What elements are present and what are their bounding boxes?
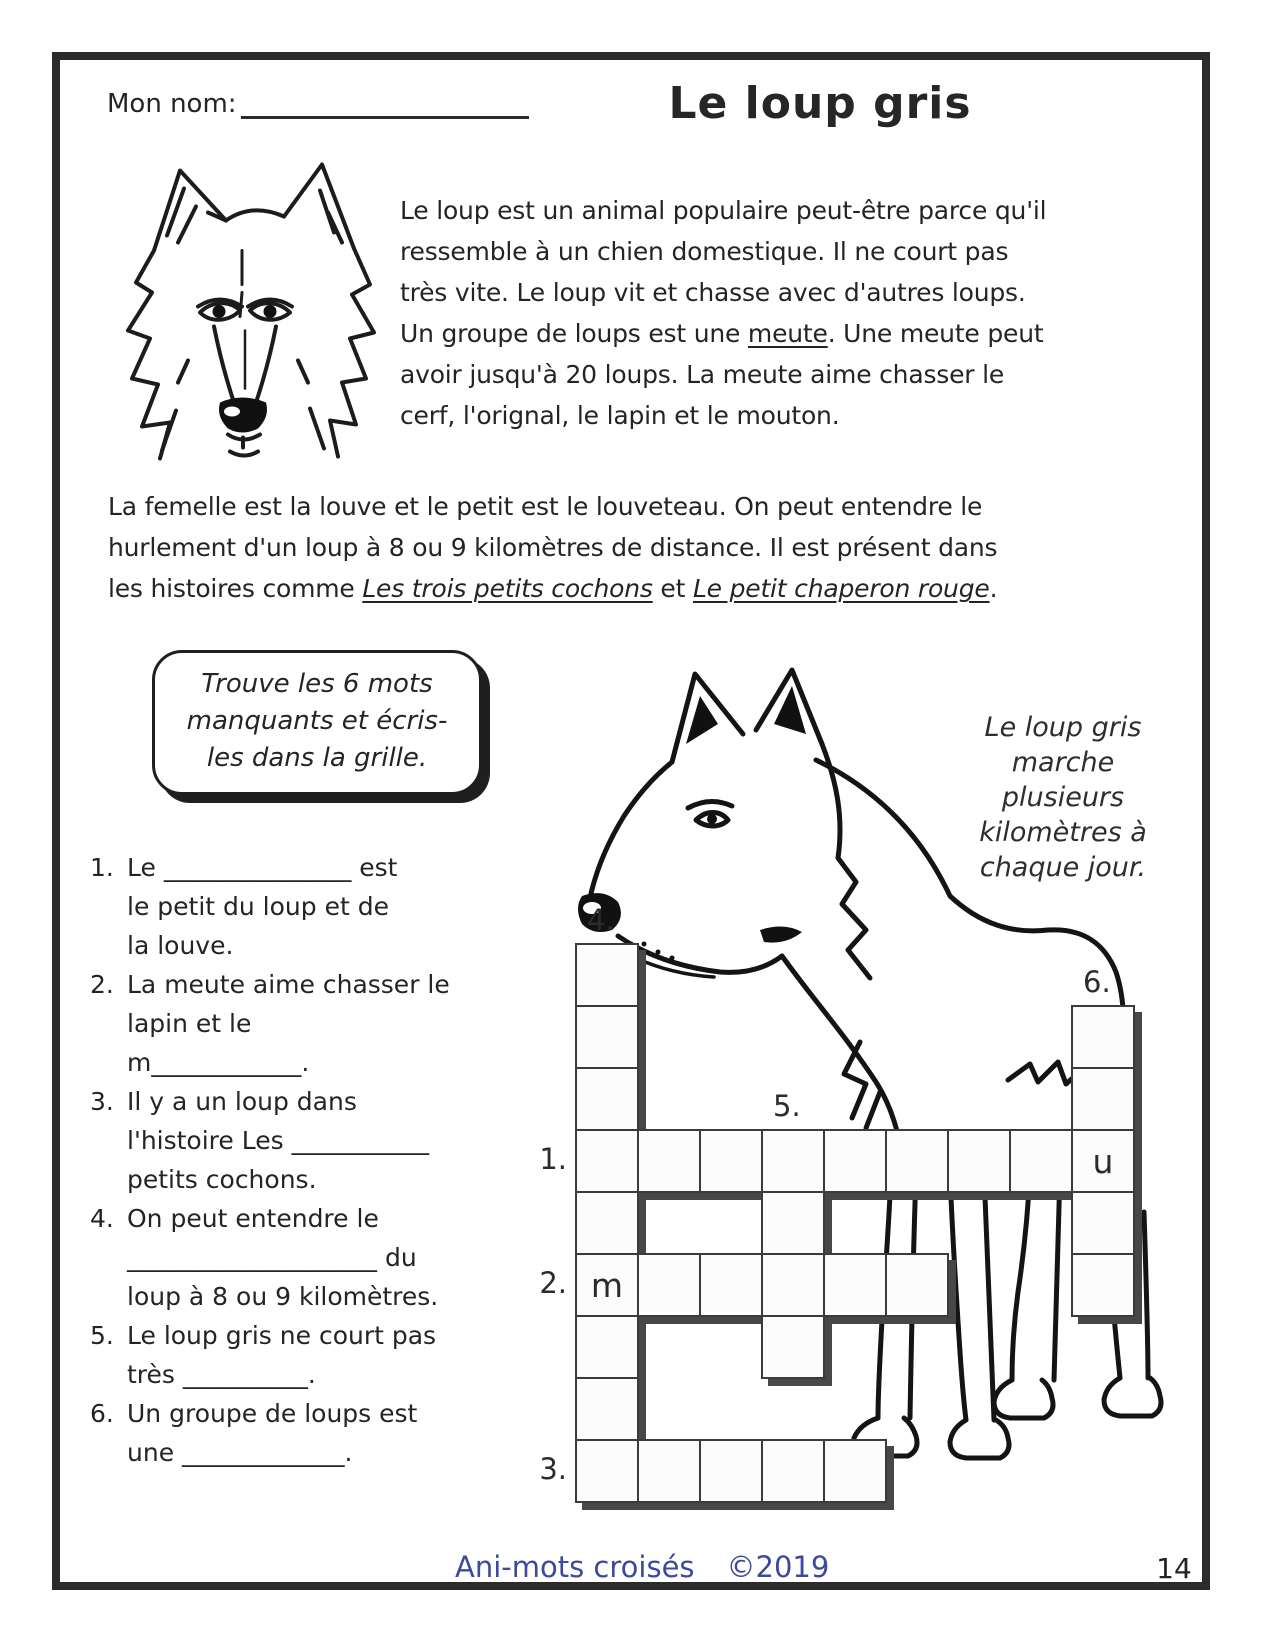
- paragraph-line: ressemble à un chien domestique. Il ne court pas: [400, 237, 1009, 266]
- paragraph-line: très vite. Le loup vit et chasse avec d'autres loups.: [400, 278, 1026, 307]
- clue-line: loup à 8 ou 9 kilomètres.: [127, 1282, 439, 1311]
- prefilled-letter-u[interactable]: u: [1071, 1129, 1135, 1193]
- clue-number: 4.: [90, 1204, 114, 1233]
- paragraph-line: hurlement d'un loup à 8 ou 9 kilomètres de distance. Il est présent dans: [108, 533, 998, 562]
- intro-paragraph: [400, 190, 1140, 436]
- clue-text: [127, 848, 490, 965]
- underlined-word-meute: meute: [747, 319, 828, 348]
- paragraph-line: cerf, l'orignal, le lapin et le mouton.: [400, 401, 840, 430]
- clue-line: Il y a un loup dans: [127, 1087, 357, 1116]
- crossword-cell-c8r4[interactable]: [1009, 1129, 1073, 1193]
- clue-text: [127, 1199, 490, 1316]
- clue-line: le petit du loup et de: [127, 892, 389, 921]
- crossword-cell-c7r4[interactable]: [947, 1129, 1011, 1193]
- crossword-cell-c4r6[interactable]: [761, 1253, 825, 1317]
- crossword-number-3: 3.: [539, 1452, 567, 1486]
- page-title: Le loup gris: [668, 78, 972, 129]
- crossword-cell-c3r6[interactable]: [699, 1253, 763, 1317]
- crossword-number-2: 2.: [539, 1266, 567, 1300]
- crossword-cell-c9r5[interactable]: [1071, 1191, 1135, 1255]
- side-note-line: kilomètres à: [979, 817, 1147, 848]
- crossword-cell-c6r4[interactable]: [885, 1129, 949, 1193]
- wolf-head-illustration: [92, 148, 392, 463]
- clue-text: [127, 1082, 490, 1199]
- clue-text: [127, 1316, 490, 1394]
- crossword-cell-c9r2[interactable]: [1071, 1005, 1135, 1069]
- clues-list: [90, 848, 490, 1472]
- side-note-line: plusieurs: [1001, 782, 1125, 813]
- name-blank-line[interactable]: [241, 86, 529, 119]
- crossword-cell-c9r3[interactable]: [1071, 1067, 1135, 1131]
- crossword-cell-c4r7[interactable]: [761, 1315, 825, 1379]
- paragraph-line: Le loup est un animal populaire peut-être parce qu'il: [400, 196, 1047, 225]
- crossword-cell-c5r6[interactable]: [823, 1253, 887, 1317]
- clue-number: 1.: [90, 853, 114, 882]
- clue-line: La meute aime chasser le: [127, 970, 450, 999]
- clue-line: m____________.: [127, 1048, 310, 1077]
- story-title-chaperon-rouge: Le petit chaperon rouge: [692, 574, 990, 603]
- clue-line: lapin et le: [127, 1009, 252, 1038]
- clue-item-6: [90, 1394, 490, 1472]
- crossword-cell-c4r4[interactable]: [761, 1129, 825, 1193]
- crossword-cell-c2r6[interactable]: [637, 1253, 701, 1317]
- clue-item-5: [90, 1316, 490, 1394]
- side-note-line: chaque jour.: [979, 852, 1147, 883]
- crossword-cell-c5r4[interactable]: [823, 1129, 887, 1193]
- clue-line: ____________________ du: [127, 1243, 417, 1272]
- clue-text: [127, 1394, 490, 1472]
- clue-item-3: [90, 1082, 490, 1199]
- paragraph-line: Un groupe de loups est une meute. Une meute peut: [400, 319, 1044, 348]
- crossword-cell-c9r6[interactable]: [1071, 1253, 1135, 1317]
- crossword-cell-c1r9[interactable]: [575, 1439, 639, 1503]
- crossword-cell-c4r5[interactable]: [761, 1191, 825, 1255]
- paragraph-line: les histoires comme Les trois petits cochons et Le petit chaperon rouge.: [108, 574, 998, 603]
- clue-item-2: [90, 965, 490, 1082]
- name-label: Mon nom:: [107, 89, 237, 119]
- clue-item-1: [90, 848, 490, 965]
- clue-line: une _____________.: [127, 1438, 353, 1467]
- clue-line: très __________.: [127, 1360, 316, 1389]
- instruction-line: Trouve les 6 mots: [201, 669, 433, 699]
- name-row: [107, 86, 529, 119]
- instruction-line: manquants et écris-: [186, 706, 448, 736]
- clue-number: 6.: [90, 1399, 114, 1428]
- crossword-number-5: 5.: [773, 1089, 801, 1123]
- instruction-line: les dans la grille.: [206, 743, 428, 773]
- instruction-bubble: [152, 650, 482, 795]
- crossword-cell-c4r9[interactable]: [761, 1439, 825, 1503]
- footer-brand: Ani-mots croisés: [455, 1550, 695, 1584]
- clue-line: la louve.: [127, 931, 234, 960]
- crossword-number-6: 6.: [1083, 965, 1111, 999]
- crossword-cell-c2r9[interactable]: [637, 1439, 701, 1503]
- clue-number: 5.: [90, 1321, 114, 1350]
- paragraph-line: avoir jusqu'à 20 loups. La meute aime chasser le: [400, 360, 1005, 389]
- footer-copyright: ©2019: [726, 1550, 830, 1584]
- crossword-cell-c2r4[interactable]: [637, 1129, 701, 1193]
- clue-line: petits cochons.: [127, 1165, 317, 1194]
- crossword-cell-c1r4[interactable]: [575, 1129, 639, 1193]
- clue-line: On peut entendre le: [127, 1204, 379, 1233]
- crossword-cell-c1r3[interactable]: [575, 1067, 639, 1131]
- page-number: 14: [1156, 1552, 1192, 1585]
- crossword-cell-c1r1[interactable]: [575, 943, 639, 1007]
- footer: [455, 1550, 829, 1584]
- clue-line: Le _______________ est: [127, 853, 398, 882]
- clue-line: Le loup gris ne court pas: [127, 1321, 437, 1350]
- crossword-cell-c3r4[interactable]: [699, 1129, 763, 1193]
- clue-line: Un groupe de loups est: [127, 1399, 418, 1428]
- clue-text: [127, 965, 490, 1082]
- side-note-line: marche: [1011, 747, 1115, 778]
- side-note-line: Le loup gris: [984, 712, 1142, 743]
- crossword-cell-c1r7[interactable]: [575, 1315, 639, 1379]
- clue-item-4: [90, 1199, 490, 1316]
- story-title-trois-petits-cochons: Les trois petits cochons: [362, 574, 653, 603]
- crossword-cell-c1r5[interactable]: [575, 1191, 639, 1255]
- clue-number: 3.: [90, 1087, 114, 1116]
- crossword-cell-c5r9[interactable]: [823, 1439, 887, 1503]
- crossword-cell-c1r2[interactable]: [575, 1005, 639, 1069]
- crossword-cell-c1r8[interactable]: [575, 1377, 639, 1441]
- clue-line: l'histoire Les ___________: [127, 1126, 430, 1155]
- crossword-cell-c6r6[interactable]: [885, 1253, 949, 1317]
- clue-number: 2.: [90, 970, 114, 999]
- crossword-cell-c3r9[interactable]: [699, 1439, 763, 1503]
- crossword-number-4: 4.: [587, 903, 615, 937]
- prefilled-letter-m[interactable]: m: [575, 1253, 639, 1317]
- paragraph-line: La femelle est la louve et le petit est le louveteau. On peut entendre le: [108, 492, 983, 521]
- second-paragraph: [108, 486, 1148, 609]
- crossword-number-1: 1.: [539, 1142, 567, 1176]
